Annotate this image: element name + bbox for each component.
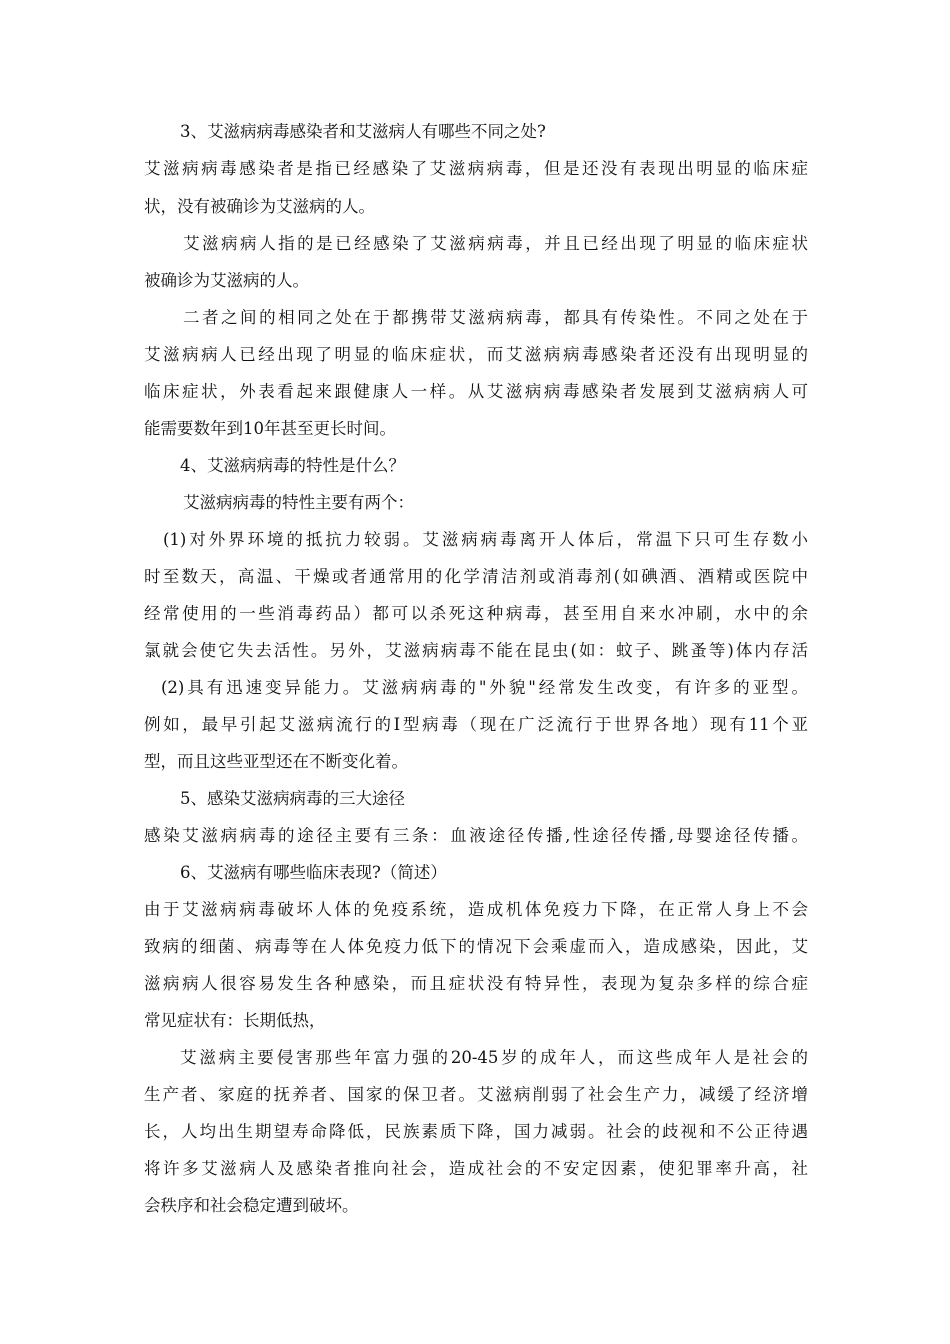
- heading-q6: 6、艾滋病有哪些临床表现?（简述）: [180, 863, 447, 882]
- paragraph-line: 氯就会使它失去活性。另外，艾滋病病毒不能在昆虫(如：蚊子、跳蚤等)体内存活: [144, 641, 808, 660]
- heading-q3: 3、艾滋病病毒感染者和艾滋病人有哪些不同之处?: [180, 122, 546, 141]
- paragraph-line: 艾滋病病毒感染者是指已经感染了艾滋病病毒，但是还没有表现出明显的临床症: [144, 159, 808, 178]
- paragraph-line: 艾滋病病毒的特性主要有两个：: [183, 493, 414, 512]
- paragraph-line: 将许多艾滋病人及感染者推向社会，造成社会的不安定因素，使犯罪率升高，社: [144, 1159, 808, 1178]
- paragraph-line: 艾滋病主要侵害那些年富力强的20-45岁的成年人，而这些成年人是社会的: [180, 1048, 808, 1067]
- paragraph-line: 滋病病人很容易发生各种感染，而且症状没有特异性，表现为复杂多样的综合症: [144, 974, 808, 993]
- paragraph-line: 会秩序和社会稳定遭到破坏。: [144, 1196, 359, 1215]
- paragraph-line: 例如，最早引起艾滋病流行的Ⅰ型病毒（现在广泛流行于世界各地）现有11个亚: [144, 715, 808, 734]
- heading-q5: 5、感染艾滋病病毒的三大途径: [180, 789, 405, 808]
- heading-q4: 4、艾滋病病毒的特性是什么？: [180, 456, 405, 475]
- paragraph-line: 二者之间的相同之处在于都携带艾滋病病毒，都具有传染性。不同之处在于: [183, 308, 808, 327]
- paragraph-line: 长，人均出生期望寿命降低，民族素质下降，国力减弱。社会的歧视和不公正待遇: [144, 1122, 808, 1141]
- paragraph-line: 状，没有被确诊为艾滋病的人。: [144, 197, 375, 216]
- paragraph-line: 被确诊为艾滋病的人。: [144, 271, 309, 290]
- paragraph-line: 时至数天，高温、干燥或者通常用的化学清洁剂或消毒剂(如碘酒、酒精或医院中: [144, 567, 808, 586]
- paragraph-line: (2)具有迅速变异能力。艾滋病病毒的"外貌"经常发生改变，有许多的亚型。: [161, 678, 808, 697]
- paragraph-line: 常见症状有：长期低热，: [144, 1011, 326, 1030]
- paragraph-line: 型，而且这些亚型还在不断变化着。: [144, 752, 408, 771]
- paragraph-line: 艾滋病病人指的是已经感染了艾滋病病毒，并且已经出现了明显的临床症状: [183, 234, 808, 253]
- paragraph-line: 艾滋病病人已经出现了明显的临床症状，而艾滋病病毒感染者还没有出现明显的: [144, 345, 808, 364]
- paragraph-line: 临床症状，外表看起来跟健康人一样。从艾滋病病毒感染者发展到艾滋病病人可: [144, 382, 808, 401]
- paragraph-line: 感染艾滋病病毒的途径主要有三条：血液途径传播,性途径传播,母婴途径传播。: [144, 826, 808, 845]
- paragraph-line: 能需要数年到10年甚至更长时间。: [144, 419, 396, 438]
- paragraph-line: (1)对外界环境的抵抗力较弱。艾滋病病毒离开人体后，常温下只可生存数小: [163, 530, 808, 549]
- paragraph-line: 由于艾滋病病毒破坏人体的免疫系统，造成机体免疫力下降，在正常人身上不会: [144, 900, 808, 919]
- paragraph-line: 经常使用的一些消毒药品）都可以杀死这种病毒，甚至用自来水冲刷，水中的余: [144, 604, 808, 623]
- paragraph-line: 生产者、家庭的抚养者、国家的保卫者。艾滋病削弱了社会生产力，减缓了经济增: [144, 1085, 808, 1104]
- paragraph-line: 致病的细菌、病毒等在人体免疫力低下的情况下会乘虚而入，造成感染，因此，艾: [144, 937, 808, 956]
